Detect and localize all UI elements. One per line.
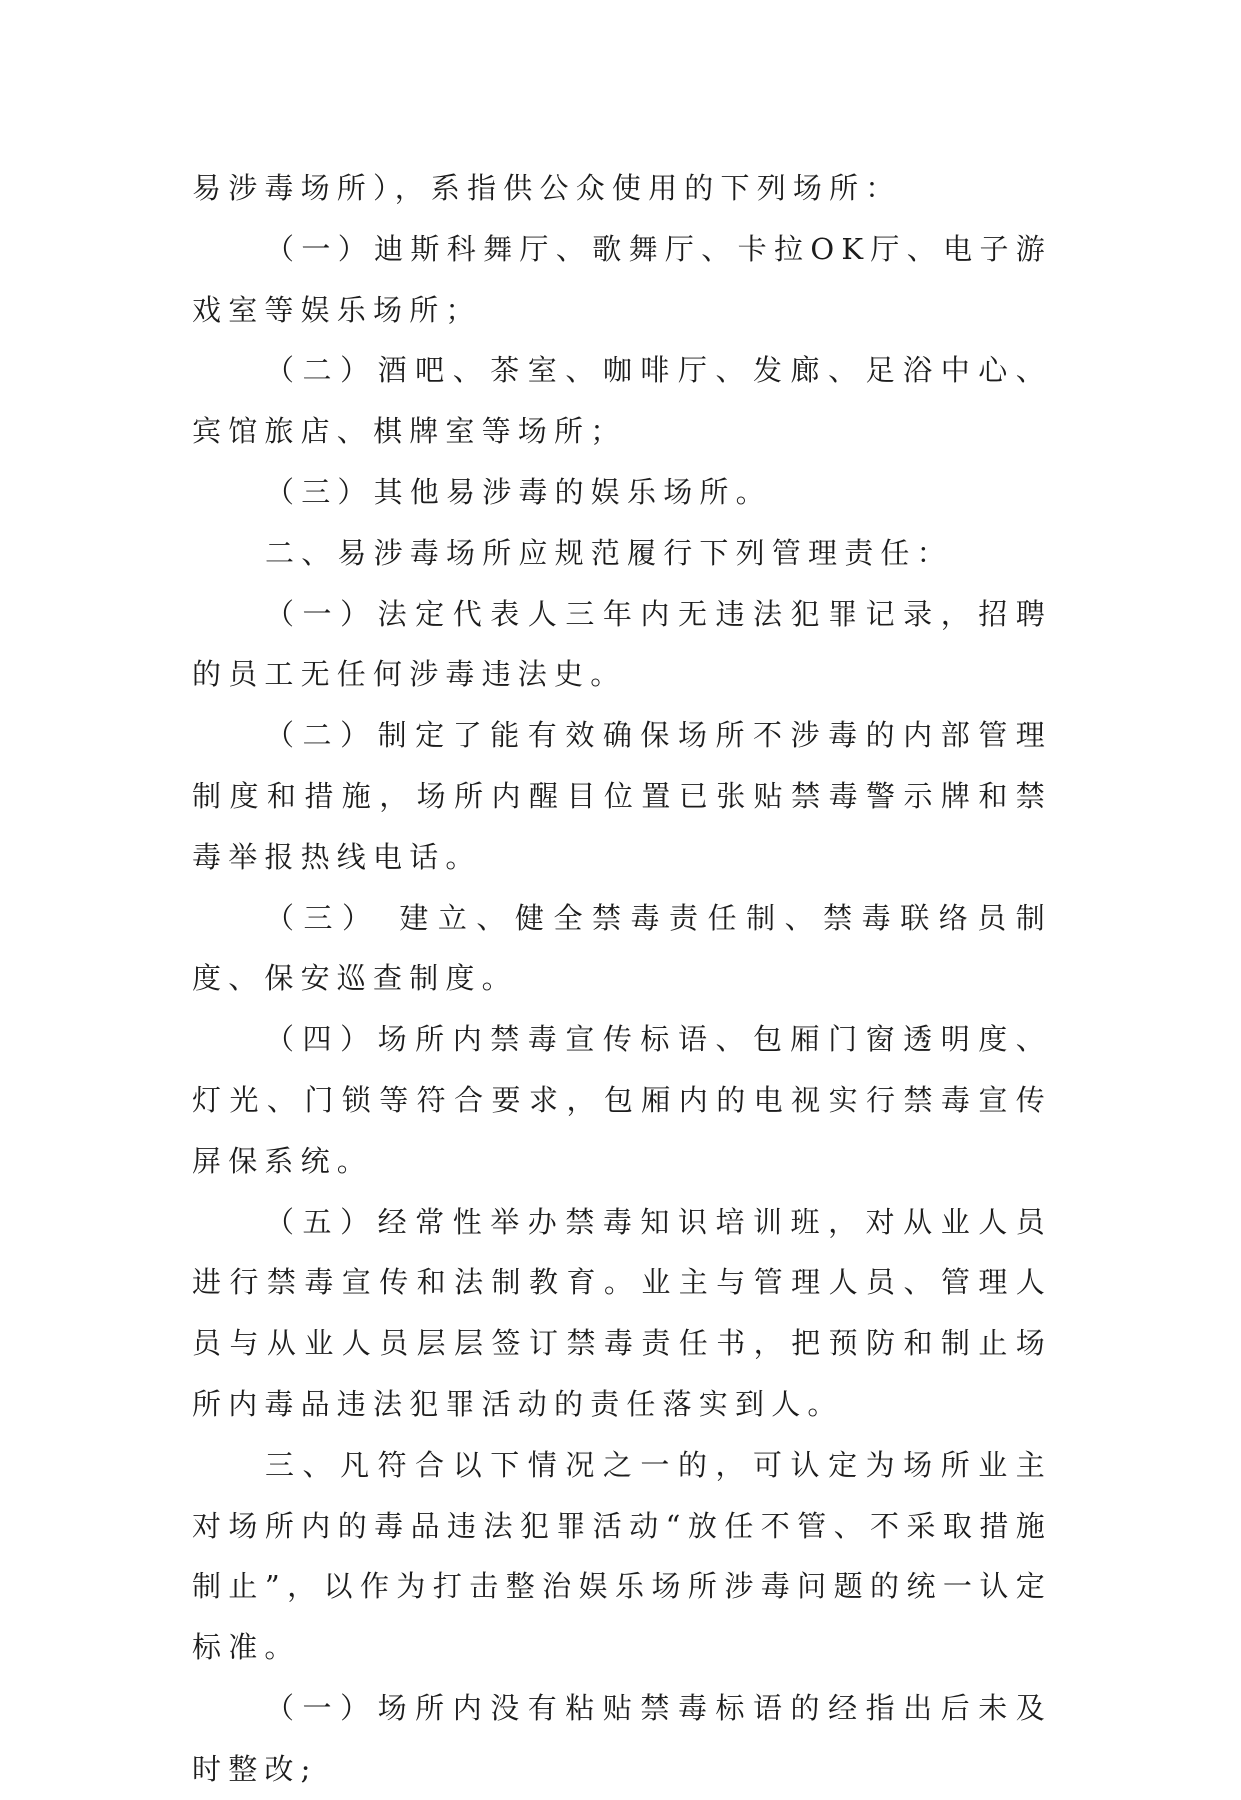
paragraph-item-2-1: （一）法定代表人三年内无违法犯罪记录，招聘的员工无任何涉毒违法史。 xyxy=(192,596,1052,692)
section-heading-3: 三、凡符合以下情况之一的，可认定为场所业主对场所内的毒品违法犯罪活动“放任不管、不采取措施制止”，以作为打击整治娱乐场所涉毒问题的统一认定标准。 xyxy=(192,1447,1052,1665)
paragraph-item-1-1: （一）迪斯科舞厅、歌舞厅、卡拉OK厅、电子游戏室等娱乐场所； xyxy=(192,231,1052,327)
paragraph-item-2-2: （二）制定了能有效确保场所不涉毒的内部管理制度和措施，场所内醒目位置已张贴禁毒警示牌和禁毒举报热线电话。 xyxy=(192,718,1052,874)
document-body xyxy=(192,158,1052,1800)
paragraph-intro-continued: 易涉毒场所），系指供公众使用的下列场所： xyxy=(192,171,902,205)
section-heading-2: 二、易涉毒场所应规范履行下列管理责任： xyxy=(265,535,953,570)
paragraph-item-3-1: （一）场所内没有粘贴禁毒标语的经指出后未及时整改; xyxy=(192,1690,1052,1786)
paragraph-item-2-5: （五）经常性举办禁毒知识培训班，对从业人员进行禁毒宣传和法制教育。业主与管理人员、管理人员与从业人员层层签订禁毒责任书，把预防和制止场所内毒品违法犯罪活动的责任落实到人。 xyxy=(192,1204,1052,1421)
paragraph-item-1-2: （二）酒吧、茶室、咖啡厅、发廊、足浴中心、宾馆旅店、棋牌室等场所； xyxy=(192,353,1052,449)
paragraph-item-2-3: （三） 建立、健全禁毒责任制、禁毒联络员制度、保安巡查制度。 xyxy=(192,900,1052,996)
paragraph-item-2-4: （四）场所内禁毒宣传标语、包厢门窗透明度、灯光、门锁等符合要求，包厢内的电视实行禁毒宣传屏保系统。 xyxy=(192,1022,1052,1178)
paragraph-item-1-3: （三）其他易涉毒的娱乐场所。 xyxy=(265,474,772,509)
